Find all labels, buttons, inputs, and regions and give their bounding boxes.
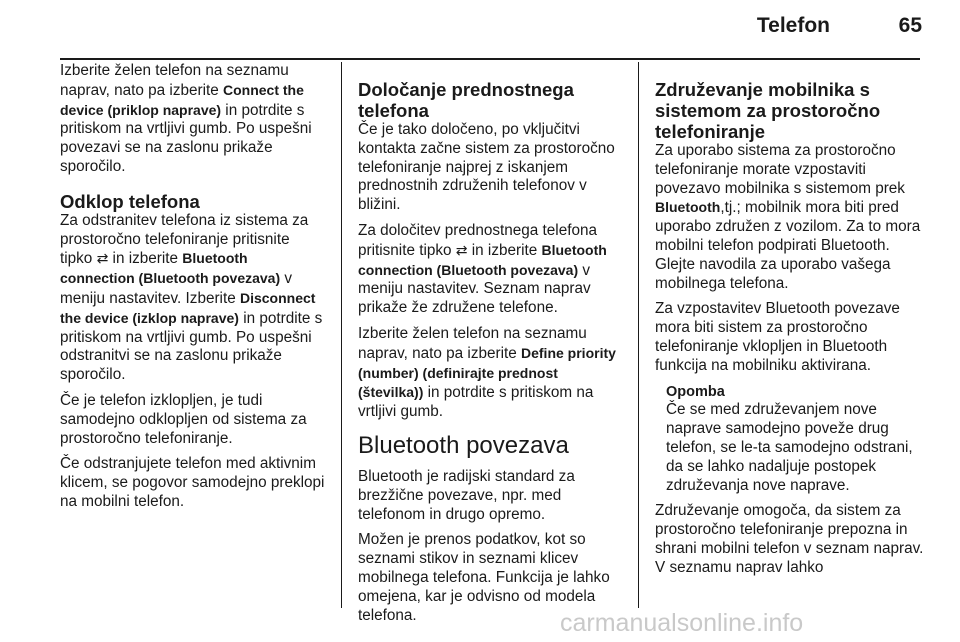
paragraph: Če je telefon izklopljen, je tudi samodejno odklopljen od sistema za prostoročno telefoniranje. — [60, 391, 307, 447]
text-column-1 — [60, 62, 325, 519]
menu-item-text: Disconnect the device (izklop naprave) — [60, 289, 316, 326]
menu-item-text: Bluetooth connection (Bluetooth povezava) — [358, 241, 607, 278]
note-text: Če se med združevanjem nove naprave samodejno poveže drug telefon, se le-ta samodejno odstrani, da se lahko nadaljuje postopek združevanja nove naprave. — [666, 401, 913, 494]
section-heading: Odklop telefona — [60, 190, 200, 212]
paragraph — [358, 222, 625, 318]
paragraph — [358, 325, 625, 422]
column-divider — [638, 62, 639, 608]
menu-item-text: Bluetooth connection (Bluetooth povezava) — [60, 250, 281, 287]
watermark: carmanualsonline.info — [560, 609, 804, 637]
note-title: Opomba — [666, 383, 725, 400]
column-divider — [341, 62, 342, 608]
text: v meniju nastavitev. Izberite — [60, 270, 293, 307]
text: in potrdite s pritiskom na vrtljivi gumb. Po uspešni odstranitvi se na zaslonu prikaže sporočilo. — [60, 309, 323, 384]
text: in potrdite s pritiskom na vrtljivi gumb. Po uspešni povezavi se na zaslonu prikaže sporočilo. — [60, 101, 312, 175]
page-number: 65 — [898, 14, 922, 37]
menu-item-text: Bluetooth — [655, 199, 721, 216]
header-rule — [60, 58, 920, 60]
phone-key-icon: ⇄ — [455, 241, 468, 258]
paragraph: Če je tako določeno, po vključitvi kontakta začne sistem za prostoročno telefoniranje najprej z iskanjem prednostnih združenih telefonov v bližini. — [358, 121, 615, 214]
chapter-heading: Bluetooth povezava — [358, 431, 569, 459]
text: Izberite želen telefon na seznamu naprav, nato pa izberite — [358, 324, 587, 362]
text: Za odstranitev telefona iz sistema za prostoročno telefoniranje pritisnite tipko — [60, 211, 309, 268]
paragraph — [60, 62, 325, 177]
text-column-2 — [358, 62, 625, 632]
paragraph: Združevanje omogoča, da sistem za prostoročno telefoniranje prepozna in shrani mobilni telefon v seznam naprav. V seznamu naprav lahko — [655, 502, 924, 576]
running-header-title: Telefon — [756, 14, 830, 37]
menu-item-text: Define priority (number) (definirajte prednost (številka)) — [358, 344, 616, 401]
text: in izberite — [467, 241, 542, 259]
text: ,tj.; mobilnik mora biti pred uporabo združen z vozilom. Za to mora mobilni telefon podpirati Bluetooth. Glejte navodila za uporabo vašega mobilnega telefona. — [655, 199, 921, 292]
paragraph — [655, 142, 927, 293]
paragraph: Bluetooth je radijski standard za brezžične povezave, npr. med telefonom in drugo opremo. — [358, 467, 575, 523]
paragraph: Za vzpostavitev Bluetooth povezave mora biti sistem za prostoročno telefoniranje vklopljen in Bluetooth funkcija na mobilniku aktivirana. — [655, 300, 900, 374]
text: in izberite — [108, 250, 183, 268]
text: Za določitev prednostnega telefona pritisnite tipko — [358, 221, 597, 259]
paragraph: Če odstranjujete telefon med aktivnim klicem, se pogovor samodejno preklopi na mobilni telefon. — [60, 455, 325, 510]
section-heading: Določanje prednostnega telefona — [358, 79, 574, 121]
note-box — [655, 383, 927, 496]
text: in potrdite s pritiskom na vrtljivi gumb. — [358, 384, 594, 421]
text: Izberite želen telefon na seznamu naprav, nato pa izberite — [60, 62, 289, 99]
section-heading: Združevanje mobilnika s sistemom za prostoročno telefoniranje — [655, 79, 881, 142]
text: v meniju nastavitev. Seznam naprav prikaže že združene telefone. — [358, 261, 591, 317]
paragraph: Možen je prenos podatkov, kot so seznami stikov in seznami klicev mobilnega telefona. Funkcija je lahko omejena, kar je odvisno od modela telefona. — [358, 531, 610, 624]
paragraph — [60, 212, 325, 385]
phone-key-icon: ⇄ — [96, 250, 109, 267]
text-column-3 — [655, 62, 927, 585]
menu-item-text: Connect the device (priklop naprave) — [60, 81, 304, 118]
text: Za uporabo sistema za prostoročno telefoniranje morate vzpostaviti povezavo mobilnika s sistemom prek — [655, 142, 905, 197]
